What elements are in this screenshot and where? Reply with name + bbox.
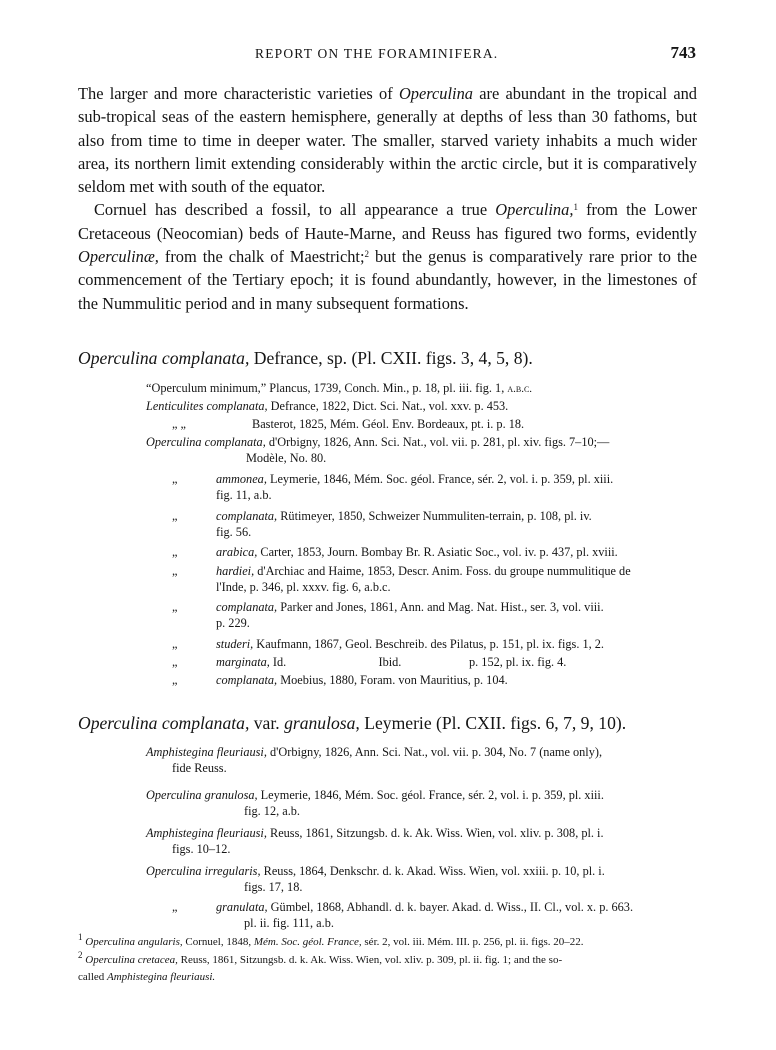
synonymy-entry: „ studeri, Kaufmann, 1867, Geol. Beschreib. des Pilatus, p. 151, pl. ix. figs. 1, 2. <box>172 637 604 651</box>
synonymy-entry: „ hardiei, d'Archiac and Haime, 1853, Descr. Anim. Foss. du groupe nummulitique de l'Inde, p. 346, pl. xxxv. fig. 6, a.b.c. <box>172 564 631 595</box>
synonymy-entry: „ marginata, Id. Ibid. p. 152, pl. ix. fig. 4. <box>172 655 567 669</box>
synonymy-entry: Amphistegina fleuriausi, Reuss, 1861, Sitzungsb. d. k. Ak. Wiss. Wien, vol. xliv. p. 308, pl. i. figs. 10–12. <box>146 826 604 857</box>
footnote-2: $^2$ Operculina cretacea, Reuss, 1861, Sitzungsb. d. k. Ak. Wiss. Wien, vol. xliv. p. 309, pl. ii. fig. 1; and the so- <box>78 950 563 966</box>
synonymy-entry: Lenticulites complanata, Defrance, 1822, Dict. Sci. Nat., vol. xxv. p. 453. <box>146 399 509 413</box>
synonymy-entry: „ complanata, Parker and Jones, 1861, Ann. and Mag. Nat. Hist., ser. 3, vol. viii. p. 229. <box>172 600 604 631</box>
synonymy-entry: Operculina irregularis, Reuss, 1864, Denkschr. d. k. Akad. Wiss. Wien, vol. xxiii. p. 10, pl. i. figs. 17, 18. <box>146 864 605 895</box>
running-title: REPORT ON THE FORAMINIFERA. <box>255 46 499 61</box>
intro-paragraph-1: The larger and more characteristic varieties of Operculina are abundant in the tropical and sub-tropical seas of the eastern hemisphere, generally at depths of less than 30 fathoms, but also from time to time in deeper water. The smaller, starved variety inhabits a much wider area, its northern limit extending considerably within the arctic circle, but it is comparatively seldom met with south of the equator. <box>78 84 697 197</box>
synonymy-entry: „ ammonea, Leymerie, 1846, Mém. Soc. géol. France, sér. 2, vol. i. p. 359, pl. xiii. fig. 11, a.b. <box>172 472 614 503</box>
synonymy-entry: „ „ Basterot, 1825, Mém. Géol. Env. Bordeaux, pt. i. p. 18. <box>172 417 525 431</box>
synonymy-entry: „ complanata, Rütimeyer, 1850, Schweizer Nummuliten-terrain, p. 108, pl. iv. fig. 56. <box>172 509 592 540</box>
running-header <box>0 43 776 68</box>
footnote-ref-1: 1 <box>573 202 578 213</box>
synonymy-entry: „ arabica, Carter, 1853, Journ. Bombay Br. R. Asiatic Soc., vol. iv. p. 437, pl. xviii. <box>172 545 618 559</box>
synonymy-entry: „ granulata, Gümbel, 1868, Abhandl. d. k. bayer. Akad. d. Wiss., II. Cl., vol. x. p. 663. pl. ii. fig. 111, a.b. <box>172 900 634 931</box>
synonymy-entry: „ complanata, Moebius, 1880, Foram. von Mauritius, p. 104. <box>172 673 508 687</box>
page-number: 743 <box>670 43 696 62</box>
synonymy-entry: Operculina granulosa, Leymerie, 1846, Mém. Soc. géol. France, sér. 2, vol. i. p. 359, pl. xiii. fig. 12, a.b. <box>146 788 604 819</box>
footnote-2-continuation: called Amphistegina fleuriausi. <box>78 971 216 983</box>
intro-text <box>78 82 697 315</box>
synonymy-entry: Amphistegina fleuriausi, d'Orbigny, 1826, Ann. Sci. Nat., vol. vii. p. 304, No. 7 (name only), fide Reuss. <box>146 745 603 776</box>
species-heading-1: Operculina complanata, Defrance, sp. (Pl. CXII. figs. 3, 4, 5, 8). <box>78 348 533 368</box>
intro-paragraph-2: Cornuel has described a fossil, to all appearance a true Operculina,$^1$ from the Lower Cretaceous (Neocomian) beds of Haute-Marne, and Reuss has figured two forms, evidently Operculinæ, from the chalk of Maestricht;$^2$ but the genus is comparatively rare prior to the commencement of the Tertiary epoch; it is found abundantly, however, in the limestones of the Nummulitic period and in many subsequent formations. <box>78 200 698 313</box>
synonymy-entry: Operculina complanata, d'Orbigny, 1826, Ann. Sci. Nat., vol. vii. p. 281, pl. xiv. figs. 7–10;— Modèle, No. 80. <box>146 435 610 466</box>
species-heading-2: Operculina complanata, var. granulosa, Leymerie (Pl. CXII. figs. 6, 7, 9, 10). <box>78 713 627 733</box>
synonymy-entry: “Operculum minimum,” Plancus, 1739, Conch. Min., p. 18, pl. iii. fig. 1, a.b.c. <box>146 381 533 395</box>
footnote-ref-2: 2 <box>364 249 370 260</box>
footnote-1: $^1$ Operculina angularis, Cornuel, 1848, Mém. Soc. géol. France, sér. 2, vol. iii. Mém. III. p. 256, pl. ii. figs. 20–22. <box>78 932 584 948</box>
